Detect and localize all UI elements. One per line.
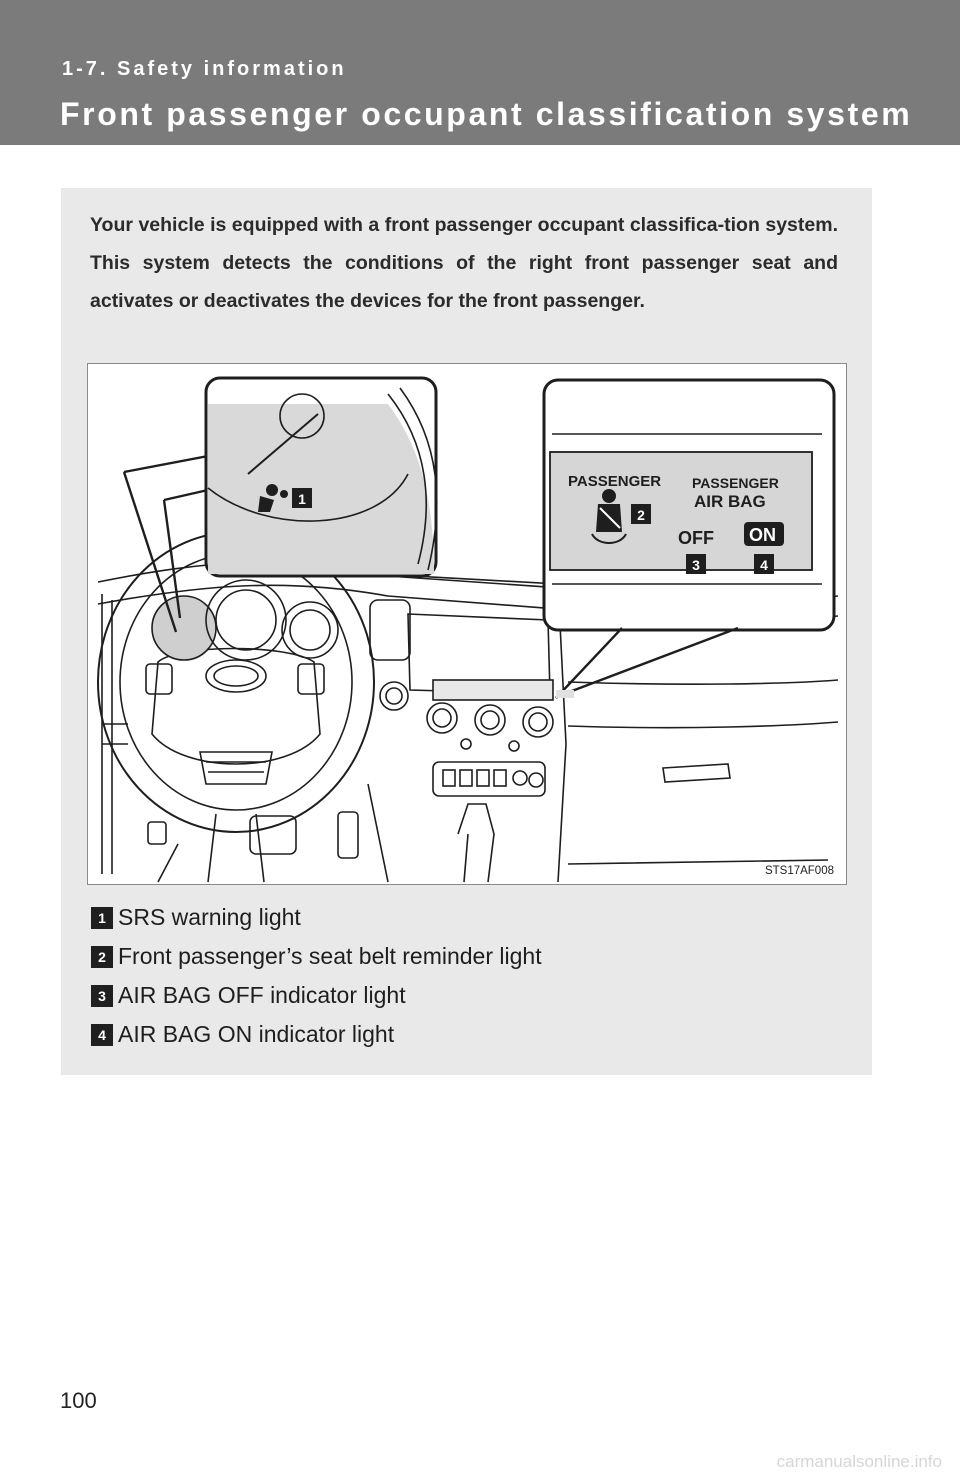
callout-4 [754, 554, 774, 574]
legend-number-badge: 3 [91, 985, 113, 1007]
legend-text: AIR BAG ON indicator light [118, 1021, 395, 1047]
intro-paragraph: Your vehicle is equipped with a front passenger occupant classifica-tion system. This system detects the conditions of the right front passenger seat and activates or deactivates the devices for the front passenger. [90, 214, 838, 312]
page-title: Front passenger occupant classification system [60, 96, 913, 132]
callout-2-label: 2 [637, 507, 645, 523]
legend-item-airbag-off [91, 976, 542, 1015]
section-label: 1-7. Safety information [62, 58, 347, 80]
display-passenger-right: PASSENGER [692, 475, 779, 491]
callout-1-label: 1 [298, 491, 306, 507]
figure-code: STS17AF008 [764, 865, 834, 877]
watermark: carmanualsonline.info [776, 1452, 942, 1471]
dashboard-illustration [87, 363, 847, 885]
legend-item-airbag-on [91, 1015, 542, 1054]
display-airbag: AIR BAG [694, 492, 766, 511]
legend-number-badge: 1 [91, 907, 113, 929]
callout-4-label: 4 [760, 557, 768, 573]
legend-text: SRS warning light [118, 904, 301, 930]
legend-number-badge: 2 [91, 946, 113, 968]
display-on: ON [749, 525, 776, 545]
callout-2 [631, 504, 651, 524]
legend-text: AIR BAG OFF indicator light [118, 982, 406, 1008]
callout-3-label: 3 [692, 557, 700, 573]
page-number: 100 [60, 1388, 97, 1413]
legend-item-seatbelt [91, 937, 542, 976]
callout-3 [686, 554, 706, 574]
display-off: OFF [678, 528, 714, 548]
display-passenger-left: PASSENGER [568, 473, 662, 490]
legend-list [91, 898, 542, 1054]
legend-number-badge: 4 [91, 1024, 113, 1046]
callout-1 [292, 488, 312, 508]
legend-text: Front passenger’s seat belt reminder light [118, 943, 542, 969]
legend-item-srs [91, 898, 542, 937]
